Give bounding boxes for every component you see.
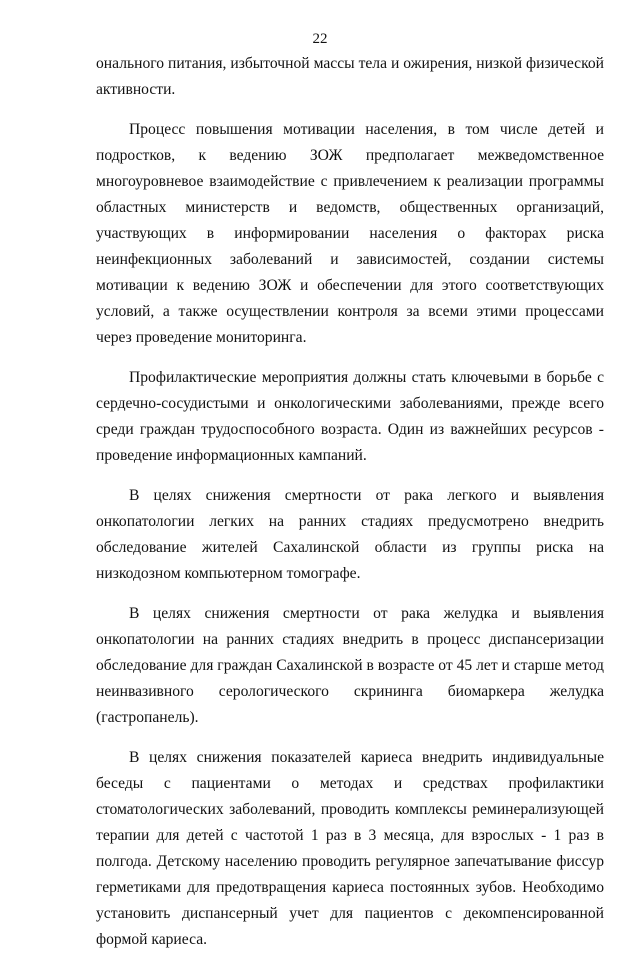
paragraph-stomach-cancer: В целях снижения смертности от рака желудка и выявления онкопатологии на ранних стадиях внедрить в процесс диспансеризации обследование для граждан Сахалинской в возрасте от 45 лет и старше метод неинвазивного серологического скрининга биомаркера желудка (гастропанель). xyxy=(96,605,604,726)
document-body xyxy=(96,51,604,967)
page-number: 22 xyxy=(312,31,328,47)
paragraph-continuation: онального питания, избыточной массы тела и ожирения, низкой физической активности. xyxy=(96,55,604,98)
paragraph-prevention: Профилактические мероприятия должны стать ключевыми в борьбе с сердечно-сосудистыми и онкологическими заболеваниями, прежде всего среди граждан трудоспособного возраста. Один из важнейших ресурсов - проведение информационных кампаний. xyxy=(96,369,604,464)
paragraph-motivation: Процесс повышения мотивации населения, в том числе детей и подростков, к ведению ЗОЖ предполагает межведомственное многоуровневое взаимодействие с привлечением к реализации программы областных министерств и ведомств, общественных организаций, участвующих в информировании населения о факторах риска неинфекционных заболеваний и зависимостей, создании системы мотивации к ведению ЗОЖ и обеспечении для этого соответствующих условий, а также осуществлении контроля за всеми этими процессами через проведение мониторинга. xyxy=(96,121,604,346)
paragraph-caries: В целях снижения показателей кариеса внедрить индивидуальные беседы с пациентами о методах и средствах профилактики стоматологических заболеваний, проводить комплексы реминерализующей терапии для детей с частотой 1 раз в 3 месяца, для взрослых - 1 раз в полгода. Детскому населению проводить регулярное запечатывание фиссур герметиками для предотвращения кариеса постоянных зубов. Необходимо установить диспансерный учет для пациентов с декомпенсированной формой кариеса. xyxy=(96,749,604,948)
paragraph-lung-cancer: В целях снижения смертности от рака легкого и выявления онкопатологии легких на ранних стадиях предусмотрено внедрить обследование жителей Сахалинской области из группы риска на низкодозном компьютерном томографе. xyxy=(96,487,604,582)
